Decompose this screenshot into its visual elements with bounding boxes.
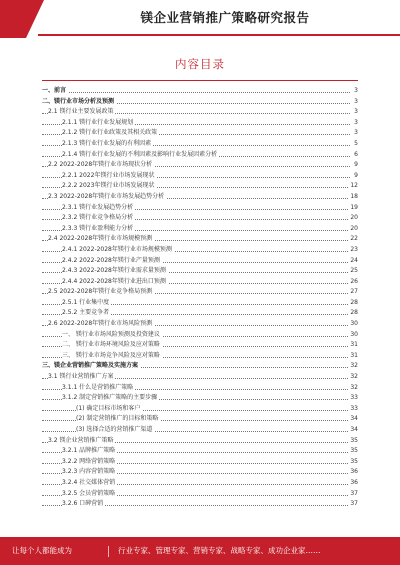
toc-entry-page: 34 — [348, 414, 358, 425]
toc-entry-label: 2.4.2 2022-2028年镁行业产量预测 — [62, 256, 162, 267]
toc-entry-page: 23 — [348, 245, 358, 256]
toc-entry[interactable] — [42, 425, 358, 436]
toc-entry-label: 3.2.4 社交媒体营销 — [62, 478, 117, 489]
toc-entry-label: 三、镁企业营销推广策略及实施方案 — [42, 361, 140, 372]
toc-entry[interactable] — [42, 224, 358, 235]
toc-entry[interactable] — [42, 319, 358, 330]
toc-entry-page: 18 — [348, 192, 358, 203]
toc-entry[interactable] — [42, 414, 358, 425]
toc-entry-label: 2.1.1 镁行业行业发展规划 — [62, 118, 135, 129]
header-accent-triangle — [26, 0, 44, 38]
toc-entry-label: 二、 镁行业市场环境风险及应对策略 — [62, 340, 162, 351]
toc-entry[interactable] — [42, 213, 358, 224]
toc-entry-label: 2.3.1 镁行业发展趋势分析 — [62, 203, 135, 214]
toc-entry-page: 24 — [348, 256, 358, 267]
toc-entry[interactable] — [42, 383, 358, 394]
toc-entry-label: 一、前言 — [42, 86, 68, 97]
report-title: 镁企业营销推广策略研究报告 — [140, 10, 310, 25]
toc-entry-label: 2.1.3 镁行业行业发展的有利因素 — [62, 139, 153, 150]
toc-entry-label: 2.5 2022-2028年镁行业竞争格局预测 — [48, 287, 154, 298]
toc-entry-label: 2.1 镁行业主要发展政策 — [48, 107, 115, 118]
toc-entry[interactable] — [42, 361, 358, 372]
toc-entry-page: 5 — [352, 139, 358, 150]
toc-entry-page: 35 — [348, 436, 358, 447]
toc-entry-label: 2.5.2 主要竞争者 — [62, 308, 111, 319]
toc-entry-label: 3.2.3 内容营销策略 — [62, 467, 117, 478]
toc-entry-label: 2.3.3 镁行业盈利能力分析 — [62, 224, 135, 235]
toc-entry-page: 9 — [352, 160, 358, 171]
toc-entry[interactable] — [42, 107, 358, 118]
toc-entry-label: 2.3 2022-2028年镁行业市场发展趋势分析 — [48, 192, 166, 203]
toc-entry[interactable] — [42, 436, 358, 447]
toc-entry[interactable] — [42, 139, 358, 150]
toc-entry-page: 12 — [348, 181, 358, 192]
toc-entry-page: 20 — [348, 224, 358, 235]
footer-slogan-right: 行业专家、管理专家、营销专家、战略专家、成功企业家…… — [118, 546, 321, 555]
toc-entry[interactable] — [42, 160, 358, 171]
toc-entry-page: 32 — [348, 372, 358, 383]
toc-entry-label: 2.6 2022-2028年镁行业市场风险预测 — [48, 319, 154, 330]
toc-entry[interactable] — [42, 171, 358, 182]
toc-entry[interactable] — [42, 298, 358, 309]
toc-entry-page: 37 — [348, 489, 358, 500]
toc-entry[interactable] — [42, 181, 358, 192]
toc-entry-label: (1) 确定目标市场和客户 — [76, 404, 142, 415]
toc-entry-page: 3 — [352, 86, 358, 97]
toc-entry-page: 19 — [348, 203, 358, 214]
toc-entry-label: 2.1.2 镁行业行业政策及其相关政策 — [62, 128, 159, 139]
toc-entry-label: 2.5.1 行业集中度 — [62, 298, 111, 309]
toc-entry-page: 22 — [348, 234, 358, 245]
toc-entry-page: 31 — [348, 351, 358, 362]
toc-entry[interactable] — [42, 203, 358, 214]
toc-heading-rule — [42, 80, 358, 81]
toc-entry[interactable] — [42, 256, 358, 267]
toc-entry-page: 9 — [352, 171, 358, 182]
toc-entry[interactable] — [42, 245, 358, 256]
toc-entry[interactable] — [42, 499, 358, 510]
toc-entry[interactable] — [42, 351, 358, 362]
footer-divider — [108, 546, 109, 557]
toc-entry[interactable] — [42, 308, 358, 319]
toc-entry-page: 27 — [348, 287, 358, 298]
toc-entry-page: 3 — [352, 128, 358, 139]
toc-entry-page: 25 — [348, 266, 358, 277]
toc-entry-page: 36 — [348, 467, 358, 478]
toc-entry-page: 3 — [352, 107, 358, 118]
toc-entry-label: 三、 镁行业市场竞争风险及应对策略 — [62, 351, 162, 362]
toc-leader-dots — [42, 92, 350, 93]
toc-entry-label: 3.1.2 制定营销推广策略的主要步骤 — [62, 393, 159, 404]
toc-entry[interactable] — [42, 457, 358, 468]
toc-entry-label: 3.2.5 会员营销策略 — [62, 489, 117, 500]
toc-entry-label: 3.1.1 什么是营销推广策略 — [62, 383, 135, 394]
toc-entry[interactable] — [42, 404, 358, 415]
report-header — [0, 0, 400, 38]
toc-entry-label: 2.2.2 2023年镁行业市场发展现状 — [62, 181, 156, 192]
toc-entry-label: 2.1.4 镁行业行业发展的不利因素及影响行业发展因素分析 — [62, 150, 219, 161]
toc-entry-page: 33 — [348, 404, 358, 415]
toc-entry-label: 2.2.1 2022年镁行业市场发展现状 — [62, 171, 156, 182]
header-rule — [38, 34, 400, 36]
toc-entry-page: 30 — [348, 330, 358, 341]
table-of-contents — [42, 86, 358, 510]
toc-entry-label: 3.1 镁行业营销推广方案 — [48, 372, 115, 383]
toc-entry-page: 33 — [348, 393, 358, 404]
toc-entry[interactable] — [42, 478, 358, 489]
toc-entry-page: 34 — [348, 425, 358, 436]
toc-entry[interactable] — [42, 446, 358, 457]
toc-entry-label: 2.3.2 镁行业竞争格局分析 — [62, 213, 135, 224]
toc-entry[interactable] — [42, 340, 358, 351]
toc-entry-page: 6 — [352, 150, 358, 161]
toc-entry-page: 31 — [348, 340, 358, 351]
toc-entry-page: 28 — [348, 308, 358, 319]
toc-entry-page: 28 — [348, 298, 358, 309]
toc-entry-page: 30 — [348, 319, 358, 330]
toc-entry[interactable] — [42, 287, 358, 298]
toc-entry-page: 36 — [348, 478, 358, 489]
toc-entry-label: 2.4.4 2022-2028年镁行业进出口预测 — [62, 277, 168, 288]
toc-entry[interactable] — [42, 150, 358, 161]
toc-entry-page: 35 — [348, 457, 358, 468]
toc-entry-label: 3.2.2 网络营销策略 — [62, 457, 117, 468]
toc-entry-label: 3.2.1 品牌推广策略 — [62, 446, 117, 457]
footer-slogan-left: 让每个人都能成为 — [12, 546, 72, 555]
report-footer — [0, 537, 400, 565]
toc-entry[interactable] — [42, 86, 358, 97]
toc-entry-label: 3.2.6 口碑营销 — [62, 499, 105, 510]
toc-entry-label: 二、镁行业市场分析及预测 — [42, 97, 116, 108]
toc-entry-label: 2.2 2022-2028年镁行业市场现状分析 — [48, 160, 154, 171]
toc-entry-page: 3 — [352, 118, 358, 129]
toc-entry-label: 2.4 2022-2028年镁行业市场规模预测 — [48, 234, 154, 245]
toc-entry[interactable] — [42, 234, 358, 245]
toc-entry-page: 26 — [348, 277, 358, 288]
toc-entry-label: (3) 选择合适的营销推广渠道 — [76, 425, 154, 436]
toc-entry[interactable] — [42, 97, 358, 108]
toc-entry[interactable] — [42, 266, 358, 277]
toc-entry[interactable] — [42, 330, 358, 341]
toc-entry-label: (2) 制定营销推广的目标和策略 — [76, 414, 160, 425]
toc-entry-page: 32 — [348, 383, 358, 394]
toc-entry[interactable] — [42, 393, 358, 404]
toc-entry[interactable] — [42, 192, 358, 203]
toc-entry-label: 2.4.3 2022-2028年镁行业需求量预测 — [62, 266, 168, 277]
toc-entry-label: 2.4.1 2022-2028年镁行业市场规模预测 — [62, 245, 174, 256]
toc-entry-label: 一、 镁行业市场风险预测及投资建议 — [62, 330, 162, 341]
toc-entry[interactable] — [42, 372, 358, 383]
toc-entry[interactable] — [42, 467, 358, 478]
toc-entry[interactable] — [42, 118, 358, 129]
toc-entry[interactable] — [42, 489, 358, 500]
header-accent-block — [0, 0, 26, 38]
toc-entry[interactable] — [42, 128, 358, 139]
toc-entry-page: 37 — [348, 499, 358, 510]
toc-entry-page: 32 — [348, 361, 358, 372]
toc-heading: 内容目录 — [175, 57, 225, 71]
toc-entry-page: 20 — [348, 213, 358, 224]
toc-entry-page: 35 — [348, 446, 358, 457]
toc-entry-page: 3 — [352, 97, 358, 108]
toc-entry-label: 3.2 镁企业营销推广策略 — [48, 436, 115, 447]
toc-entry[interactable] — [42, 277, 358, 288]
